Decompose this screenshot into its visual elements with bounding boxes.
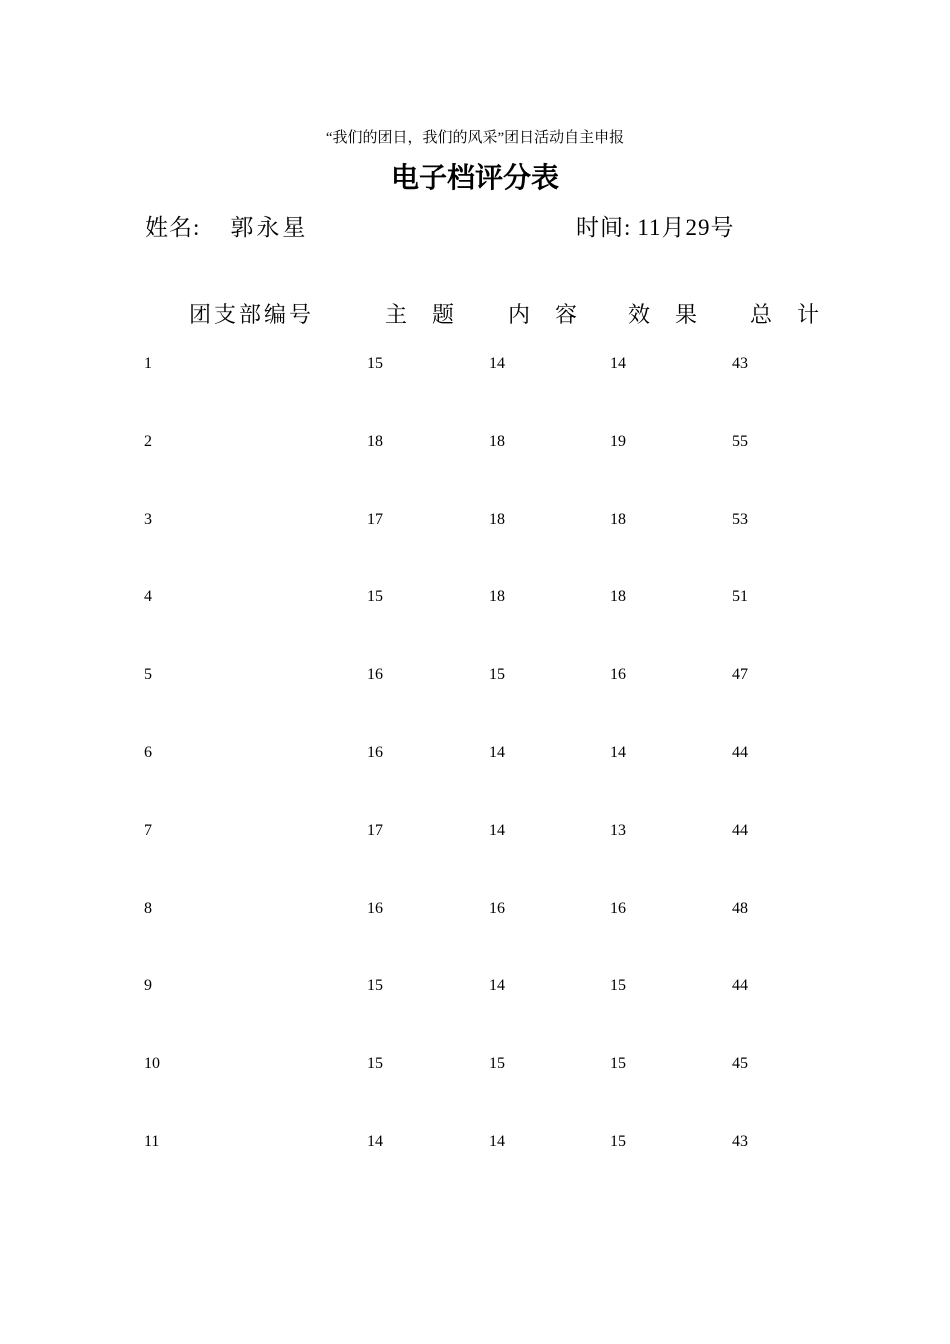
total-score-cell: 44 [732, 821, 748, 839]
content-score-cell: 15 [489, 1055, 505, 1073]
effect-score-cell: 18 [610, 588, 626, 606]
table-row [0, 588, 950, 612]
table-row [0, 900, 950, 924]
header-theme [385, 298, 457, 329]
total-score-cell: 45 [732, 1055, 748, 1073]
content-score-cell: 18 [489, 432, 505, 450]
header-total-char-1: 总 [750, 302, 776, 327]
total-score-cell: 47 [732, 666, 748, 684]
content-score-cell: 14 [489, 821, 505, 839]
theme-score-cell: 16 [367, 666, 383, 684]
branch-number-cell: 8 [144, 899, 152, 917]
effect-score-cell: 15 [610, 1055, 626, 1073]
content-score-cell: 14 [489, 355, 505, 372]
total-score-cell: 53 [732, 510, 748, 528]
header-content-char-1: 内 [508, 302, 534, 327]
content-score-cell: 14 [489, 977, 505, 995]
table-row [0, 744, 950, 768]
theme-score-cell: 15 [367, 355, 383, 372]
total-score-cell: 48 [732, 899, 748, 917]
branch-number-cell: 1 [144, 355, 152, 372]
header-total-char-2: 计 [797, 302, 823, 327]
table-row [0, 977, 950, 1001]
total-score-cell: 43 [732, 355, 748, 372]
header-effect [628, 298, 700, 329]
content-score-cell: 14 [489, 1133, 505, 1150]
branch-number-cell: 2 [144, 432, 152, 450]
table-row [0, 666, 950, 690]
header-total [750, 298, 822, 329]
name-value: 郭永星 [230, 215, 309, 240]
effect-score-cell: 14 [610, 744, 626, 761]
effect-score-cell: 16 [610, 899, 626, 917]
table-row [0, 511, 950, 535]
table-row [0, 355, 950, 379]
effect-score-cell: 16 [610, 666, 626, 684]
header-branch-number: 团支部编号 [189, 302, 315, 327]
theme-score-cell: 17 [367, 821, 383, 839]
theme-score-cell: 15 [367, 588, 383, 606]
total-score-cell: 55 [732, 432, 748, 450]
content-score-cell: 15 [489, 666, 505, 684]
total-score-cell: 43 [732, 1133, 748, 1150]
total-score-cell: 44 [732, 744, 748, 761]
effect-score-cell: 15 [610, 1133, 626, 1150]
name-label: 姓名: [145, 215, 201, 240]
branch-number-cell: 11 [144, 1133, 160, 1150]
table-row [0, 1133, 950, 1157]
theme-score-cell: 15 [367, 1055, 383, 1073]
header-effect-char-1: 效 [628, 302, 654, 327]
branch-number-cell: 10 [144, 1055, 160, 1073]
header-theme-char-1: 主 [385, 302, 411, 327]
branch-number-cell: 6 [144, 744, 152, 761]
theme-score-cell: 18 [367, 432, 383, 450]
effect-score-cell: 15 [610, 977, 626, 995]
header-effect-char-2: 果 [675, 302, 701, 327]
branch-number-cell: 3 [144, 510, 152, 528]
content-score-cell: 16 [489, 899, 505, 917]
name-line [145, 209, 308, 242]
content-score-cell: 18 [489, 510, 505, 528]
theme-score-cell: 16 [367, 744, 383, 761]
header-theme-char-2: 题 [432, 302, 458, 327]
content-score-cell: 18 [489, 588, 505, 606]
header-content [508, 298, 580, 329]
total-score-cell: 44 [732, 977, 748, 995]
date-label: 时间: [576, 215, 632, 240]
theme-score-cell: 15 [367, 977, 383, 995]
document-subtitle: “我们的团日，我们的风采”团日活动自主申报 [325, 130, 625, 146]
document-title: 电子档评分表 [390, 163, 559, 194]
branch-number-cell: 9 [144, 977, 152, 995]
effect-score-cell: 14 [610, 355, 626, 372]
header-content-char-2: 容 [555, 302, 581, 327]
theme-score-cell: 16 [367, 899, 383, 917]
theme-score-cell: 17 [367, 510, 383, 528]
date-line [576, 209, 735, 242]
table-row [0, 433, 950, 457]
date-value: 11月29号 [637, 215, 735, 240]
branch-number-cell: 5 [144, 666, 152, 684]
content-score-cell: 14 [489, 744, 505, 761]
table-row [0, 1055, 950, 1079]
effect-score-cell: 18 [610, 510, 626, 528]
table-row [0, 822, 950, 846]
theme-score-cell: 14 [367, 1133, 383, 1150]
branch-number-cell: 4 [144, 588, 152, 606]
total-score-cell: 51 [732, 588, 748, 606]
branch-number-cell: 7 [144, 821, 152, 839]
effect-score-cell: 13 [610, 821, 626, 839]
effect-score-cell: 19 [610, 432, 626, 450]
